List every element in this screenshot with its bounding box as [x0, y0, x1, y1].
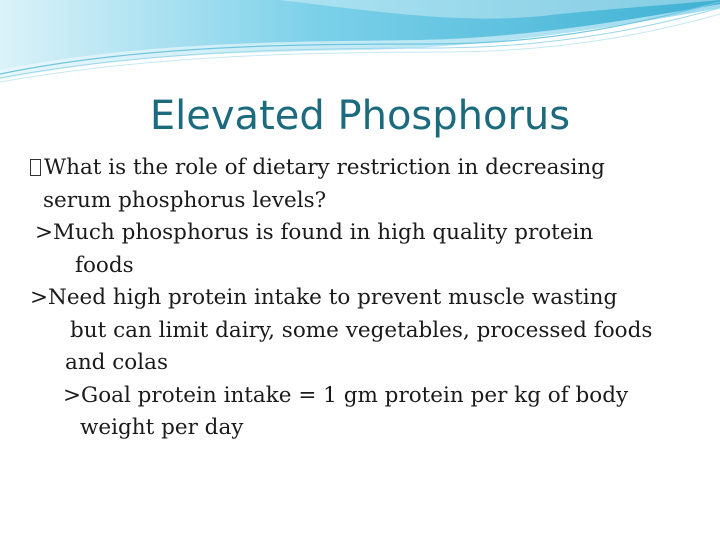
- bullet-line: [30, 152, 710, 185]
- missing-glyph-icon: [30, 159, 41, 176]
- bullet-line: >Goal protein intake = 1 gm protein per kg of body: [63, 382, 629, 408]
- bullet-line: and colas: [65, 350, 168, 375]
- slide-body: [30, 152, 710, 445]
- header-wave-decoration: [0, 0, 720, 90]
- bullet-line: weight per day: [80, 415, 244, 440]
- bullet-line: but can limit dairy, some vegetables, processed foods: [70, 317, 653, 343]
- bullet-line: >Much phosphorus is found in high quality protein: [35, 220, 594, 245]
- bullet-line: serum phosphorus levels?: [43, 187, 327, 213]
- bullet-line: foods: [75, 252, 134, 278]
- slide-title: Elevated Phosphorus: [149, 93, 571, 139]
- bullet-line: >Need high protein intake to prevent muscle wasting: [30, 285, 618, 310]
- bullet-text: What is the role of dietary restriction in decreasing: [44, 155, 605, 180]
